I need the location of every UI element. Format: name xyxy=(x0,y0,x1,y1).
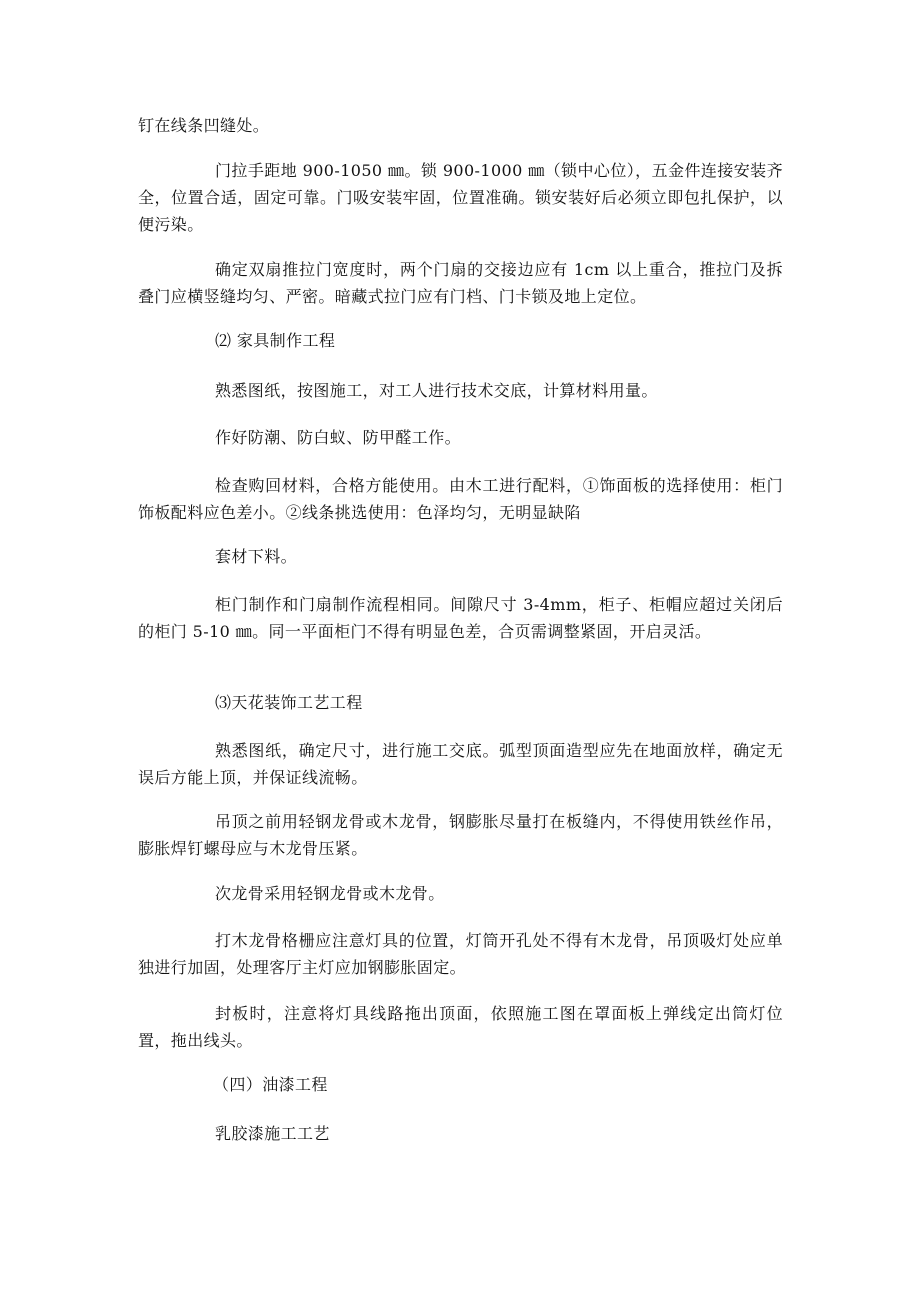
paragraph-keel: 吊顶之前用轻钢龙骨或木龙骨，钢膨胀尽量打在板缝内，不得使用铁丝作吊，膨胀焊钉螺母应与木龙骨压紧。 xyxy=(138,812,783,858)
paragraph-sliding-door: 确定双扇推拉门宽度时，两个门扇的交接边应有 1cm 以上重合，推拉门及拆叠门应横竖缝均匀、严密。暗藏式拉门应有门档、门卡锁及地上定位。 xyxy=(138,260,783,306)
paragraph-drawings: 熟悉图纸，按图施工，对工人进行技术交底，计算材料用量。 xyxy=(215,381,658,400)
paragraph-cabinet-door: 柜门制作和门扇制作流程相同。间隙尺寸 3-4mm，柜子、柜帽应超过关闭后的柜门 5-10 ㎜。同一平面柜门不得有明显色差，合页需调整紧固，开启灵活。 xyxy=(138,595,783,641)
paragraph-secondary-keel: 次龙骨采用轻钢龙骨或木龙骨。 xyxy=(215,884,445,903)
paragraph-latex-paint: 乳胶漆施工工艺 xyxy=(215,1124,330,1143)
paragraph-continuation: 钉在线条凹缝处。 xyxy=(138,116,270,135)
paragraph-board-sealing: 封板时，注意将灯具线路拖出顶面，依照施工图在罩面板上弹线定出筒灯位置，拖出线头。 xyxy=(138,1004,783,1050)
paragraph-door-hardware: 门拉手距地 900-1050 ㎜。锁 900-1000 ㎜（锁中心位），五金件连接安装齐全，位置合适，固定可靠。门吸安装牢固，位置准确。锁安装好后必须立即包扎保护，以便污染。 xyxy=(138,161,783,234)
paragraph-material-check: 检查购回材料，合格方能使用。由木工进行配料，①饰面板的选择使用：柜门饰板配料应色差小。②线条挑选使用：色泽均匀，无明显缺陷 xyxy=(138,476,783,522)
section-heading-painting: （四）油漆工程 xyxy=(213,1075,328,1094)
paragraph-grid: 打木龙骨格栅应注意灯具的位置，灯筒开孔处不得有木龙骨，吊顶吸灯处应单独进行加固，处理客厅主灯应加钢膨胀固定。 xyxy=(138,931,783,977)
section-heading-ceiling: ⑶天花装饰工艺工程 xyxy=(215,693,363,712)
paragraph-cutting: 套材下料。 xyxy=(215,547,298,566)
paragraph-ceiling-drawings: 熟悉图纸，确定尺寸，进行施工交底。弧型顶面造型应先在地面放样，确定无误后方能上顶，并保证线流畅。 xyxy=(138,741,783,787)
paragraph-protection: 作好防潮、防白蚁、防甲醛工作。 xyxy=(215,428,462,447)
section-heading-furniture: ⑵ 家具制作工程 xyxy=(215,331,336,350)
